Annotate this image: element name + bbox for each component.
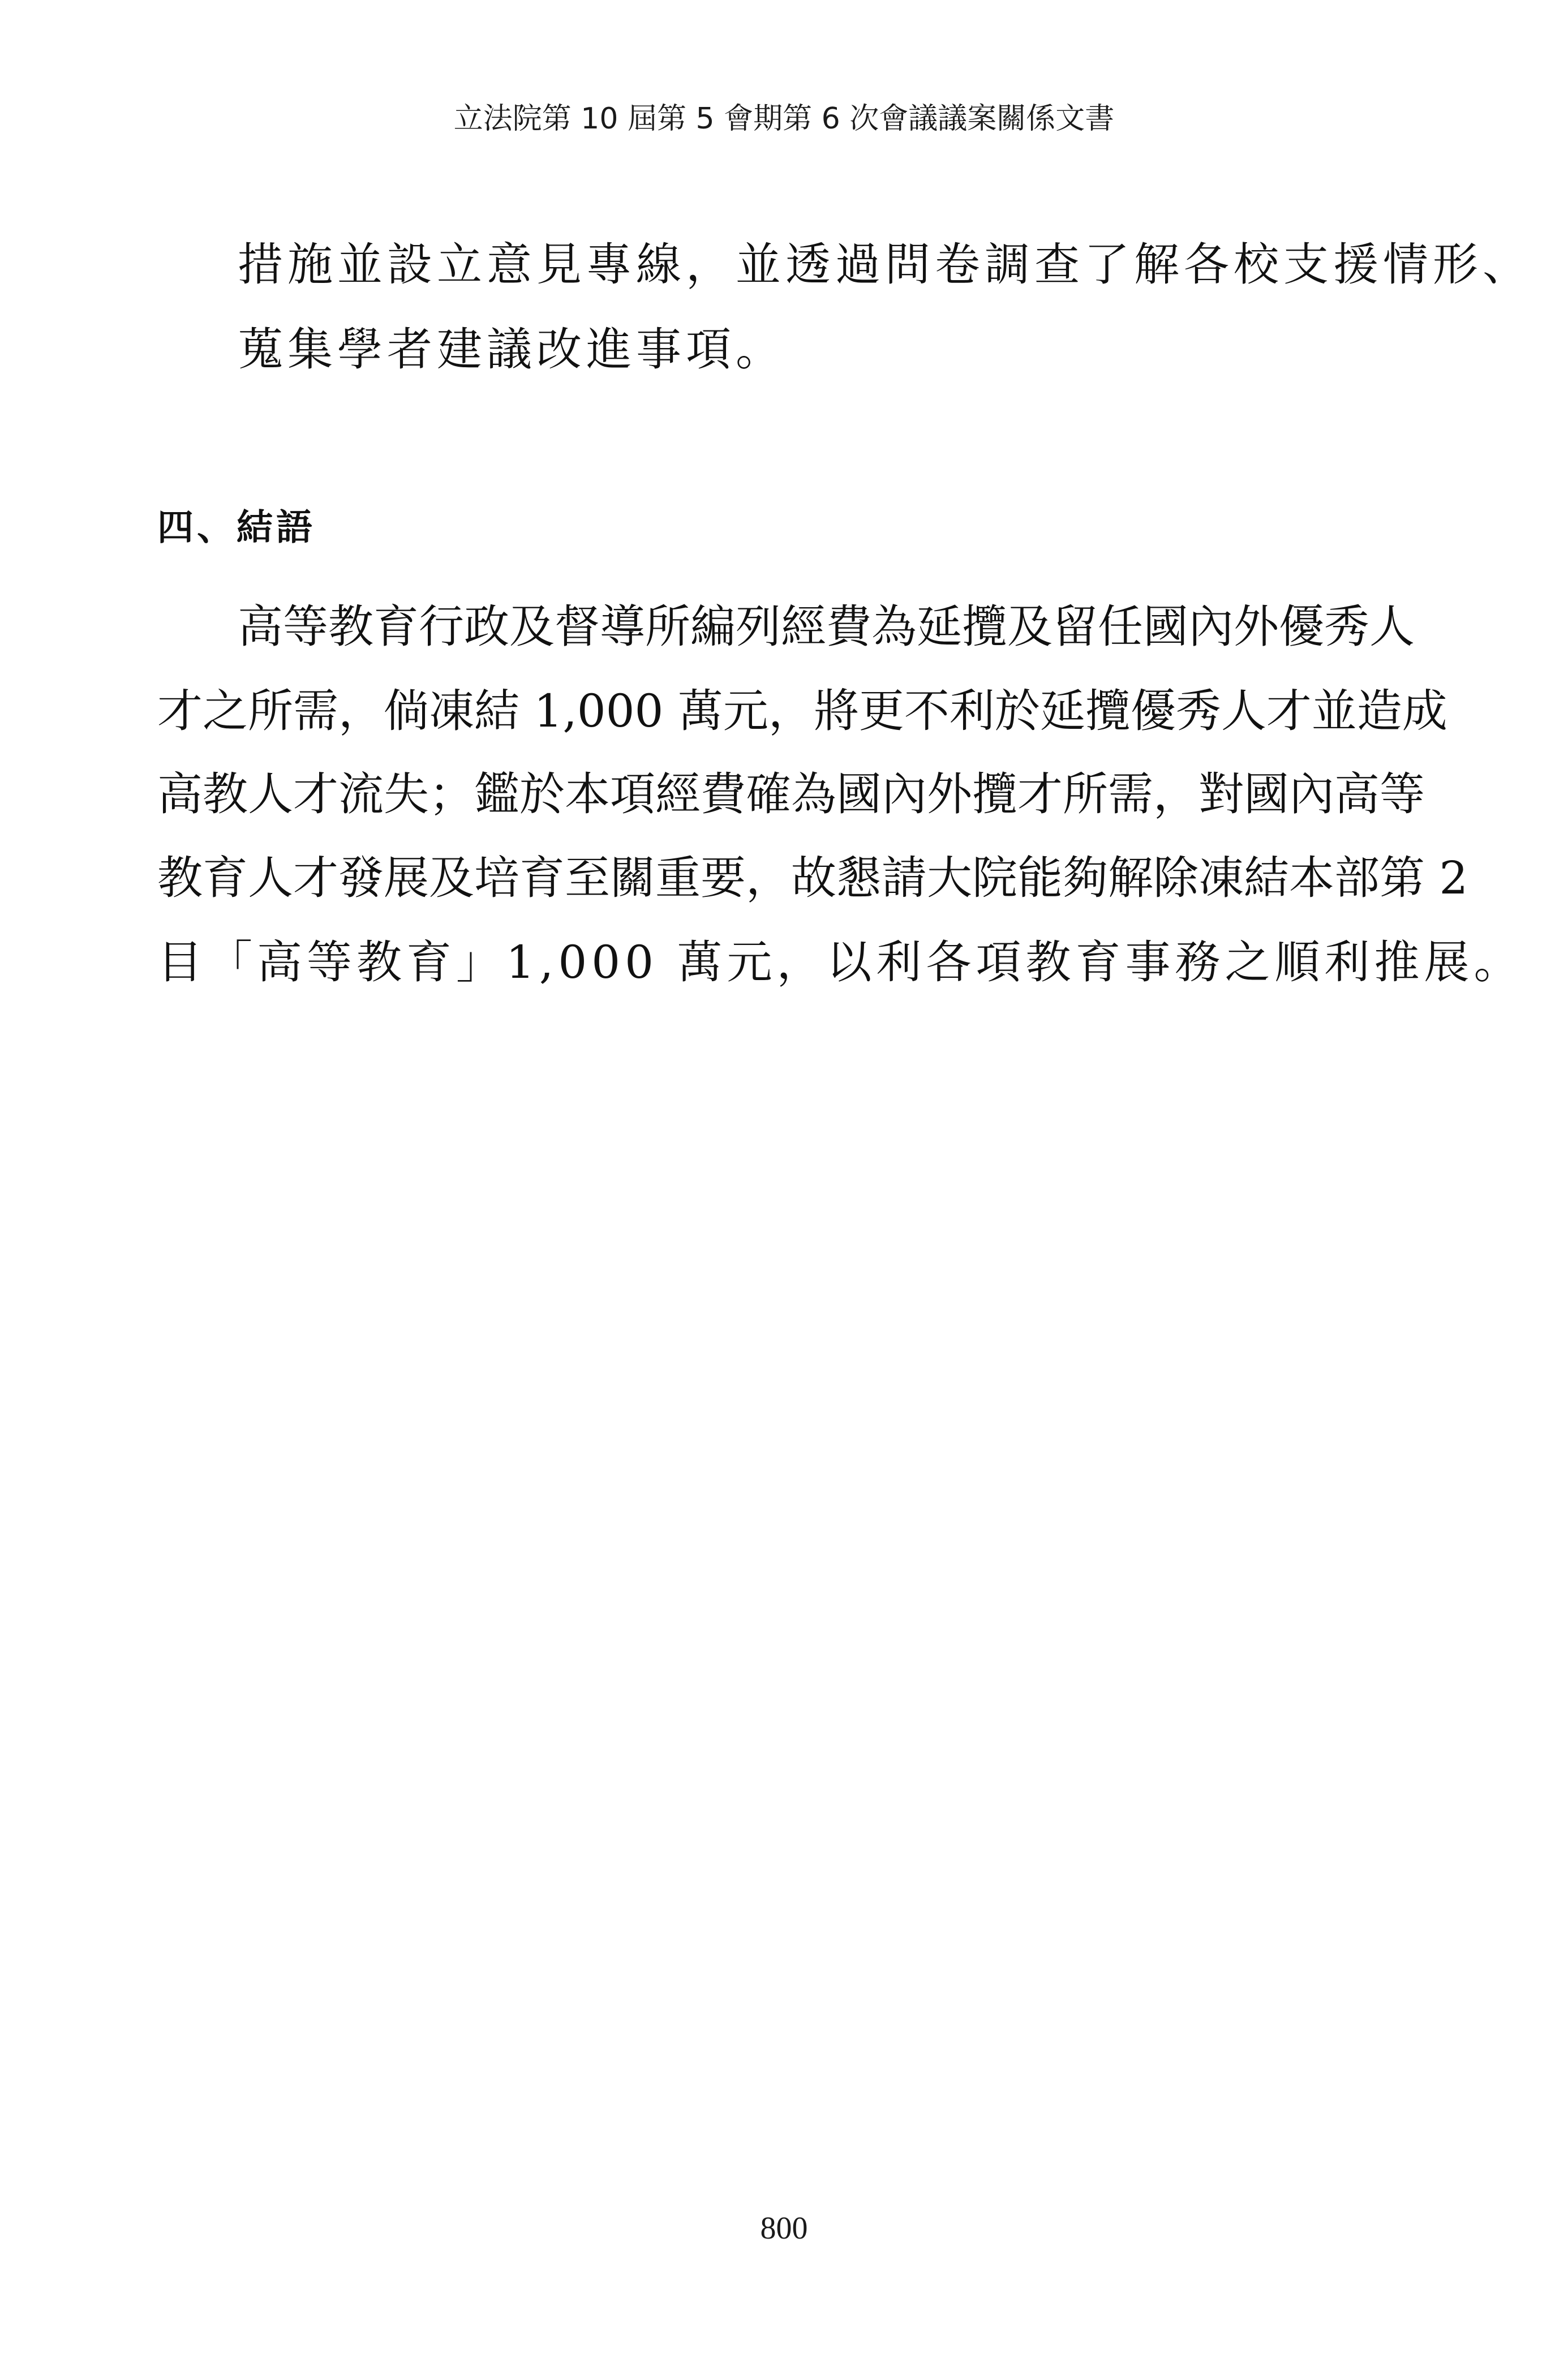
paragraph-line: 高教人才流失；鑑於本項經費確為國內外攬才所需，對國內高等: [157, 768, 1425, 820]
section-heading: 四、結語: [157, 507, 316, 549]
page-number: 800: [760, 2211, 808, 2246]
continuation-line: 措施並設立意見專線，並透過問卷調查了解各校支援情形、: [238, 238, 1532, 291]
continuation-line: 蒐集學者建議改進事項。: [238, 323, 785, 376]
paragraph-line: 高等教育行政及督導所編列經費為延攬及留任國內外優秀人: [238, 600, 1415, 653]
paragraph-line: 才之所需，倘凍結 1,000 萬元，將更不利於延攬優秀人才並造成: [157, 685, 1447, 737]
paragraph-line: 目「高等教育」1,000 萬元，以利各項教育事務之順利推展。: [157, 936, 1524, 989]
paragraph-line: 教育人才發展及培育至關重要，故懇請大院能夠解除凍結本部第 2: [157, 852, 1468, 904]
page-header: 立法院第 10 屆第 5 會期第 6 次會議議案關係文書: [453, 102, 1115, 136]
